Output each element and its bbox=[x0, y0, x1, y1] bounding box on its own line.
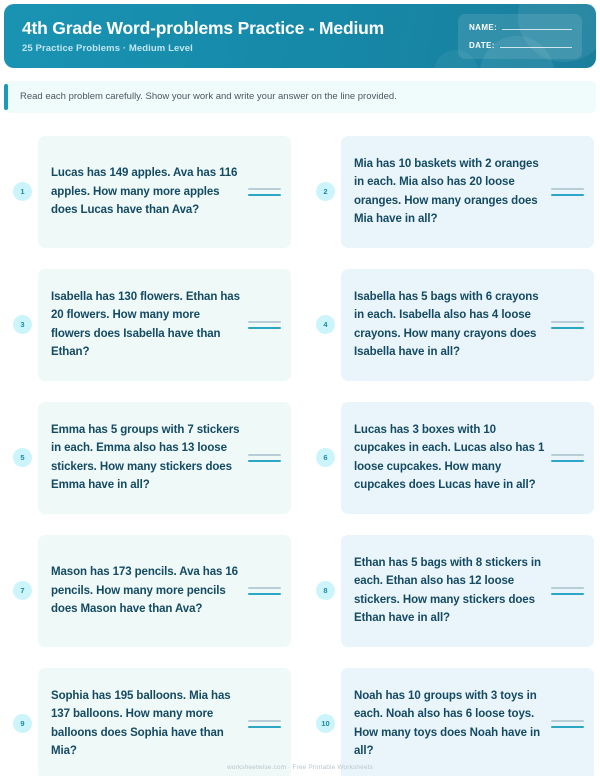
problem-body bbox=[341, 668, 594, 776]
answer-line-upper bbox=[551, 188, 584, 190]
answer-line-area[interactable] bbox=[551, 454, 584, 462]
problem-body bbox=[38, 136, 291, 248]
answer-line-lower bbox=[551, 726, 584, 728]
problem-number-badge: 2 bbox=[316, 182, 335, 201]
problem-card-4 bbox=[307, 258, 596, 391]
answer-line-area[interactable] bbox=[248, 321, 281, 329]
answer-line-lower bbox=[551, 327, 584, 329]
answer-line-area[interactable] bbox=[551, 720, 584, 728]
answer-line-upper bbox=[551, 321, 584, 323]
problem-card-3 bbox=[4, 258, 293, 391]
problem-number-badge: 5 bbox=[13, 448, 32, 467]
name-label: NAME: bbox=[469, 22, 498, 32]
answer-line-area[interactable] bbox=[248, 587, 281, 595]
problem-card-8 bbox=[307, 524, 596, 657]
problem-number-badge: 10 bbox=[316, 714, 335, 733]
answer-line-area[interactable] bbox=[248, 454, 281, 462]
answer-line-area[interactable] bbox=[551, 587, 584, 595]
answer-line-lower bbox=[248, 726, 281, 728]
page-subtitle: 25 Practice Problems · Medium Level bbox=[22, 43, 193, 55]
answer-line-upper bbox=[551, 454, 584, 456]
answer-line-upper bbox=[248, 587, 281, 589]
instructions-bar bbox=[4, 81, 596, 113]
problem-number-badge: 3 bbox=[13, 315, 32, 334]
problem-card-10 bbox=[307, 657, 596, 776]
worksheet-header bbox=[4, 4, 596, 68]
answer-line-upper bbox=[248, 720, 281, 722]
problem-text: Sophia has 195 balloons. Mia has 137 balloons. How many more balloons does Sophia have than Mia? bbox=[51, 689, 231, 758]
problem-card-2 bbox=[307, 125, 596, 258]
problem-body bbox=[341, 535, 594, 647]
problem-number-badge: 8 bbox=[316, 581, 335, 600]
answer-line-upper bbox=[248, 188, 281, 190]
name-date-box bbox=[458, 14, 582, 59]
problem-body bbox=[38, 402, 291, 514]
answer-line-area[interactable] bbox=[248, 720, 281, 728]
problem-text: Ethan has 5 bags with 8 stickers in each. Ethan also has 12 loose stickers. How many stickers does Ethan have in all? bbox=[354, 556, 541, 625]
answer-line-lower bbox=[248, 194, 281, 196]
answer-line-lower bbox=[551, 460, 584, 462]
date-field-row[interactable] bbox=[469, 41, 572, 50]
answer-line-lower bbox=[551, 194, 584, 196]
problems-grid bbox=[4, 125, 596, 776]
answer-line-lower bbox=[248, 327, 281, 329]
problem-number-badge: 9 bbox=[13, 714, 32, 733]
problem-card-1 bbox=[4, 125, 293, 258]
instructions-accent-bar bbox=[4, 84, 8, 110]
problem-card-7 bbox=[4, 524, 293, 657]
problem-card-6 bbox=[307, 391, 596, 524]
answer-line-area[interactable] bbox=[551, 321, 584, 329]
answer-line-upper bbox=[551, 587, 584, 589]
problem-body bbox=[341, 136, 594, 248]
answer-line-lower bbox=[551, 593, 584, 595]
problem-text: Noah has 10 groups with 3 toys in each. Noah also has 6 loose toys. How many toys does Noah have in all? bbox=[354, 689, 541, 758]
problem-text: Emma has 5 groups with 7 stickers in each. Emma also has 13 loose stickers. How many stickers does Emma have in all? bbox=[51, 423, 240, 492]
date-write-line[interactable] bbox=[500, 47, 572, 48]
problem-number-badge: 6 bbox=[316, 448, 335, 467]
name-write-line[interactable] bbox=[502, 29, 572, 30]
answer-line-lower bbox=[248, 593, 281, 595]
answer-line-area[interactable] bbox=[551, 188, 584, 196]
problem-number-badge: 7 bbox=[13, 581, 32, 600]
problem-card-9 bbox=[4, 657, 293, 776]
problem-body bbox=[38, 535, 291, 647]
instructions-text: Read each problem carefully. Show your work and write your answer on the line provided. bbox=[20, 91, 397, 102]
answer-line-upper bbox=[248, 321, 281, 323]
header-text-group bbox=[4, 18, 458, 54]
problem-text: Isabella has 130 flowers. Ethan has 20 flowers. How many more flowers does Isabella have than Ethan? bbox=[51, 290, 240, 359]
answer-line-upper bbox=[248, 454, 281, 456]
problem-body bbox=[38, 269, 291, 381]
page-title: 4th Grade Word-problems Practice - Medium bbox=[22, 17, 384, 38]
answer-line-upper bbox=[551, 720, 584, 722]
problem-text: Mia has 10 baskets with 2 oranges in each. Mia also has 20 loose oranges. How many oranges does Mia have in all? bbox=[354, 157, 539, 226]
problem-body bbox=[341, 402, 594, 514]
name-field-row[interactable] bbox=[469, 23, 572, 32]
problem-body bbox=[38, 668, 291, 776]
date-label: DATE: bbox=[469, 40, 495, 50]
problem-body bbox=[341, 269, 594, 381]
problem-number-badge: 1 bbox=[13, 182, 32, 201]
problem-text: Isabella has 5 bags with 6 crayons in each. Isabella also has 4 loose crayons. How many crayons does Isabella have in all? bbox=[354, 290, 539, 359]
answer-line-lower bbox=[248, 460, 281, 462]
problem-text: Mason has 173 pencils. Ava has 16 pencils. How many more pencils does Mason have than Ava? bbox=[51, 565, 238, 616]
problem-text: Lucas has 149 apples. Ava has 116 apples. How many more apples does Lucas have than Ava? bbox=[51, 166, 238, 217]
problem-number-badge: 4 bbox=[316, 315, 335, 334]
footer-attribution: worksheetwise.com · Free Printable Worksheets bbox=[226, 764, 374, 771]
problem-card-5 bbox=[4, 391, 293, 524]
problem-text: Lucas has 3 boxes with 10 cupcakes in each. Lucas also has 1 loose cupcakes. How many cupcakes does Lucas have in all? bbox=[354, 423, 545, 492]
answer-line-area[interactable] bbox=[248, 188, 281, 196]
